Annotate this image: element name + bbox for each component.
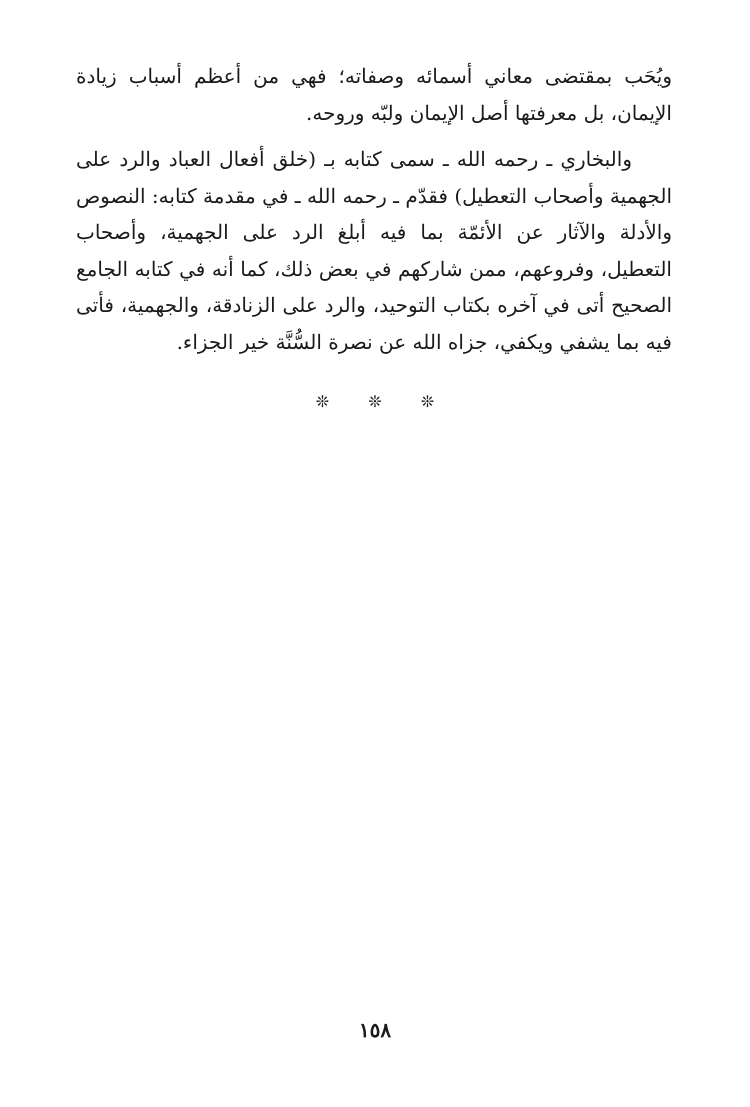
paragraph-2: والبخاري ـ رحمه الله ـ سمى كتابه بـ (خلق أفعال العباد والرد على الجهمية وأصحاب التعطيل) فقدّم ـ رحمه الله ـ في مقدمة كتابه: النصوص والأدلة والآثار عن الأئمّة بما فيه أبلغ الرد على الجهمية، وأصحاب التعطيل، وفروعهم، ممن شاركهم في بعض ذلك، كما أنه في كتابه الجامع الصحيح أتى في آخره بكتاب التوحيد، والرد على الزنادقة، والجهمية، فأتى فيه بما يشفي ويكفي، جزاه الله عن نصرة السُّنَّة خير الجزاء. — [76, 147, 672, 354]
section-separator — [0, 392, 750, 411]
asterism-star-icon: ❊ — [420, 392, 435, 411]
paragraph-1: ويُحَب بمقتضى معاني أسمائه وصفاته؛ فهي من أعظم أسباب زيادة الإيمان، بل معرفتها أصل الإيمان ولبّه وروحه. — [76, 64, 672, 125]
page-number: ١٥٨ — [358, 1018, 392, 1042]
body-text — [76, 58, 672, 360]
asterism-star-icon: ❊ — [368, 392, 382, 411]
asterism-star-icon: ❊ — [315, 392, 330, 411]
